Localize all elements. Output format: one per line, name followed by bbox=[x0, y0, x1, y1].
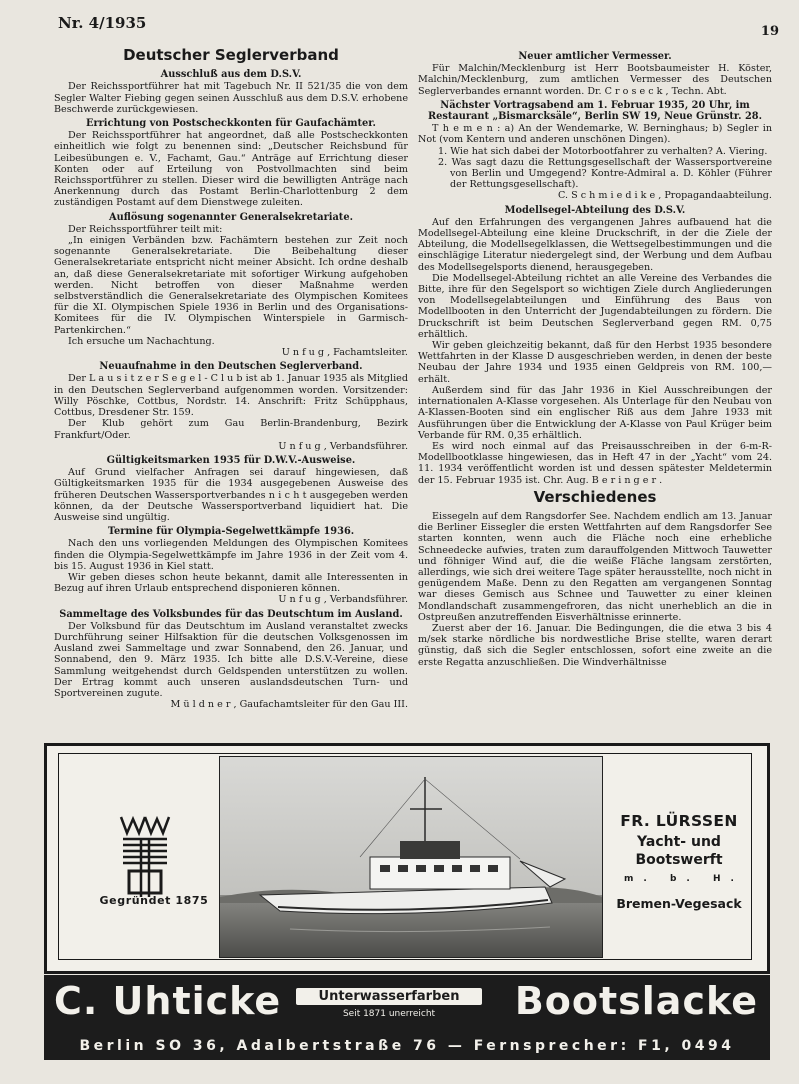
article-paragraph: Der Reichssportführer hat mit Tagebuch Nr. II 521/35 die von dem Segler Walter Fiebing gegen seinen Ausschluß aus dem D.S.V. erhobene Beschwerde zurückgewiesen. bbox=[54, 81, 408, 115]
article-paragraph: Wir geben gleichzeitig bekannt, daß für den Herbst 1935 besondere Wettfahrten in der Klasse D ausgeschrieben werden, in denen der beste Neubau der Jahre 1934 und 1935 einen Geldpreis von RM. 100,— erhält. bbox=[418, 340, 772, 385]
article-paragraph: Der Reichssportführer teilt mit: bbox=[68, 223, 223, 235]
luerssen-firm-block bbox=[614, 812, 744, 911]
banner-product-right: Bootslacke bbox=[514, 979, 758, 1023]
article-paragraph: Nach den uns vorliegenden Meldungen des Olympischen Komitees finden die Olympia-Segelwettkämpfe im Jahre 1936 in der Zeit vom 4. bis 15. August 1936 in Kiel statt. bbox=[54, 538, 408, 572]
right-articles-top bbox=[418, 51, 772, 146]
article-paragraph: Der Klub gehört zum Gau Berlin-Brandenburg, Bezirk Frankfurt/Oder. bbox=[54, 418, 408, 441]
article-paragraph: „In einigen Verbänden bzw. Fachämtern bestehen zur Zeit noch sogenannte Generalsekretariate. Die Beibehaltung dieser Generalsekretariate entspricht nicht meiner Absicht. Ich ordne deshalb an, daß diese Generalsekretariate mit sofortiger Wirkung aufgehoben werden. Nicht betroffen von dieser Maßnahme werden selbstverständlich die Generalsekretariate des Olympischen Komitees für die XI. Olympischen Spiele 1936 in Berlin und des Organisations-Komitees für die IV. Olympischen Winterspiele in Garmisch-Partenkirchen.“ bbox=[54, 235, 408, 336]
list-item: 1. Wie hat sich dabei der Motorbootfahrer zu verhalten? A. Viering. bbox=[438, 145, 768, 157]
uhticke-banner-ad bbox=[44, 975, 770, 1060]
left-column bbox=[54, 48, 408, 711]
banner-since: Seit 1871 unerreicht bbox=[342, 1009, 436, 1019]
founded-label: Gegründet 1875 bbox=[99, 894, 209, 907]
article-paragraph: T h e m e n : a) An der Wendemarke, W. Berninghaus; b) Segler in Not (vom Kentern und anderen unschönen Dingen). bbox=[418, 123, 772, 146]
firm-line-gmbh: m. b. H. bbox=[624, 874, 744, 884]
right-column bbox=[418, 48, 772, 668]
list-item: 2. Was sagt dazu die Rettungsgesellschaft der Wassersportvereine von Berlin und Umgegend? Kontre-Admiral a. D. Köhler (Führer der Rettungsgesellschaft). bbox=[438, 156, 772, 191]
firm-line-yacht: Yacht- und bbox=[637, 834, 721, 850]
article-paragraph: Der Reichssportführer hat angeordnet, daß alle Postscheckkonten einheitlich wie folgt zu benennen sind: „Deutscher Reichsbund für Leibesübungen e. V., Fachamt, Gau.“ Anträge auf Errichtung dieser Konten oder auf Erteilung von Postvollmachten sind beim Reichssportführer zu stellen. Dieser wird die bewilligten Anträge nach Anerkennung durch das Postamt Berlin-Charlottenburg 2 dem zuständigen Postamt auf dem Dienstwege zuleiten. bbox=[54, 130, 408, 209]
firm-line-bootswerft: Bootswerft bbox=[635, 852, 723, 868]
article-paragraph: Ich ersuche um Nachachtung. bbox=[68, 335, 215, 347]
motor-yacht-photo bbox=[219, 756, 603, 958]
section-title-verschiedenes: Verschiedenes bbox=[533, 487, 657, 506]
article-heading: Errichtung von Postscheckkonten für Gaufachämter. bbox=[86, 118, 376, 130]
lecture-topic-list bbox=[418, 146, 772, 191]
article-heading: Modellsegel-Abteilung des D.S.V. bbox=[504, 204, 686, 216]
page-header-left: Nr. 4/1935 bbox=[58, 14, 147, 32]
banner-address: Berlin SO 36, Adalbertstraße 76 — Fernsprecher: F1, 0494 bbox=[79, 1038, 735, 1054]
article-paragraph: Der L a u s i t z e r S e g e l - C l u b ist ab 1. Januar 1935 als Mitglied in den Deutschen Seglerverband aufgenommen worden. Vorsitzender: Willy Pöschke, Cottbus, Nordstr. 14. Anschrift: Fritz Schüpphaus, Cottbus, Dresdener Str. 159. bbox=[54, 373, 408, 419]
section-title-seglerverband: Deutscher Seglerverband bbox=[123, 46, 339, 64]
right-articles-mid bbox=[418, 190, 772, 485]
left-articles bbox=[54, 69, 408, 710]
article-paragraph: Es wird noch einmal auf das Preisausschreiben in der 6-m-R-Modellbootklasse hingewiesen, das in Heft 47 in der „Yacht“ vom 24. 11. 1934 veröffentlicht worden ist und dessen spätester Meldetermin der 15. Februar 1935 ist. Chr. Aug. B e r i n g e r . bbox=[418, 440, 772, 486]
article-paragraph: Der Volksbund für das Deutschtum im Ausland veranstaltet zwecks Durchführung seiner Hilfsaktion für die deutschen Volksgenossen im Ausland zwei Sammeltage und zwar Sonnabend, den 26. Januar, und Sonnabend, den 9. März 1935. Ich bitte alle D.S.V.-Vereine, diese Sammlung weitgehendst durch Geldspenden unterstützen zu wollen. Der Ertrag kommt auch unseren auslandsdeutschen Turn- und Sportvereinen zugute. bbox=[54, 620, 408, 699]
article-signature: C. S c h m i e d i k e , Propagandaabteilung. bbox=[557, 190, 772, 202]
article-signature: U n f u g , Fachamtsleiter. bbox=[281, 347, 408, 359]
luerssen-advertisement bbox=[44, 743, 770, 974]
article-paragraph: Auf den Erfahrungen des vergangenen Jahres aufbauend hat die Modellsegel-Abteilung eine kleine Druckschrift, in der die Ziele der Abteilung, die Modellsegelklassen, die Wettsegelbestimmungen und die einschlägige Literatur niedergelegt sind, der Werbung und dem Aufbau des Modellsegelsports dienend, herausgegeben. bbox=[418, 216, 772, 273]
article-heading: Termine für Olympia-Segelwettkämpfe 1936. bbox=[107, 526, 355, 538]
article-heading: Neuer amtlicher Vermesser. bbox=[518, 51, 672, 62]
article-signature: U n f u g , Verbandsführer. bbox=[278, 594, 408, 606]
article-heading: Nächster Vortragsabend am 1. Februar 1935, 20 Uhr, im Restaurant „Bismarcksäle“, Berlin SW 19, Neue Grünstr. 28. bbox=[427, 99, 762, 123]
article-paragraph: Die Modellsegel-Abteilung richtet an alle Vereine des Verbandes die Bitte, ihre für den Segelsport so wichtigen Ziele durch Angliederungen von Modellsegelabteilungen und Einführung des Baus von Modellbooten in den Unterricht der Jugendabteilungen zu fördern. Die Druckschrift ist beim Deutschen Seglerverband gegen RM. 0,75 erhältlich. bbox=[418, 272, 772, 340]
luerssen-logo-icon bbox=[117, 799, 173, 899]
firm-name: FR. LÜRSSEN bbox=[620, 812, 738, 830]
firm-city: Bremen-Vegesack bbox=[616, 896, 742, 911]
ad-frame bbox=[58, 753, 752, 960]
article-paragraph: Für Malchin/Mecklenburg ist Herr Bootsbaumeister H. Köster, Malchin/Mecklenburg, zum amtlichen Vermesser des Deutschen Seglerverbandes ernannt worden. Dr. C r o s e c k , Techn. Abt. bbox=[418, 63, 772, 97]
banner-middle bbox=[296, 988, 482, 1019]
article-heading: Gültigkeitsmarken 1935 für D.W.V.-Ausweise. bbox=[106, 454, 356, 466]
article-heading: Ausschluß aus dem D.S.V. bbox=[160, 69, 302, 81]
page-number: 19 bbox=[760, 24, 779, 39]
article-signature: M ü l d n e r , Gaufachamtsleiter für den Gau III. bbox=[170, 699, 408, 711]
article-paragraph: Auf Grund vielfacher Anfragen sei darauf hingewiesen, daß Gültigkeitsmarken 1935 für die 1934 ausgegebenen Ausweise des früheren Deutschen Wassersportverbandes n i c h t ausgegeben werden können, da der Deutsche Wassersportverband liquidiert hat. Die Ausweise sind ungültig. bbox=[54, 467, 408, 523]
banner-brand: C. Uhticke bbox=[54, 979, 282, 1023]
article-paragraph: Zuerst aber der 16. Januar. Die Bedingungen, die die etwa 3 bis 4 m/sek starke nördliche bis nordwestliche Brise stellte, waren derart günstig, daß sich die Segler entschlossen, sofort eine zweite an die erste Regatta anzuschließen. Die Windverhältnisse bbox=[418, 622, 772, 668]
article-heading: Sammeltage des Volksbundes für das Deutschtum im Ausland. bbox=[59, 608, 403, 620]
article-signature: U n f u g , Verbandsführer. bbox=[278, 440, 408, 452]
article-paragraph: Wir geben dieses schon heute bekannt, damit alle Interessenten in Bezug auf ihren Urlaub entsprechend disponieren können. bbox=[54, 571, 408, 595]
right-articles-bottom bbox=[418, 511, 772, 668]
article-paragraph: Eissegeln auf dem Rangsdorfer See. Nachdem endlich am 13. Januar die Berliner Eissegler die ersten Wettfahrten auf dem Rangsdorfer See starten konnten, wenn auch die Fläche noch eine erhebliche Schneedecke aufwies, traten zum darauffolgenden Mittwoch Tauwetter und föhniger Wind auf, die die weiße Fläche langsam zerstörten, allerdings, wie sich drei weitere Tage später herausstellte, noch nicht in genügendem Maße. Denn zu den Regatten am vergangenen Sonntag war dieses Gemisch aus Schnee und Tauwetter zu einer kleinen Mondlandschaft zusammengefroren, das nicht unerheblich an die in Ostpreußen anzutreffenden Eisverhältnisse erinnerte. bbox=[418, 510, 772, 623]
article-heading: Neuaufnahme in den Deutschen Seglerverband. bbox=[99, 361, 363, 373]
article-paragraph: Außerdem sind für das Jahr 1936 in Kiel Ausschreibungen der internationalen A-Klasse vorgesehen. Als Unterlage für den Neubau von A-Klassen-Booten sind ein englischer Riß aus dem Jahre 1933 mit Ausführungen über die Entwicklung der A-Klasse von Paul Krüger beim Verbande für RM. 0,35 erhältlich. bbox=[418, 384, 772, 441]
article-heading: Auflösung sogenannter Generalsekretariate. bbox=[109, 211, 353, 223]
banner-product: Unterwasserfarben bbox=[296, 988, 482, 1005]
